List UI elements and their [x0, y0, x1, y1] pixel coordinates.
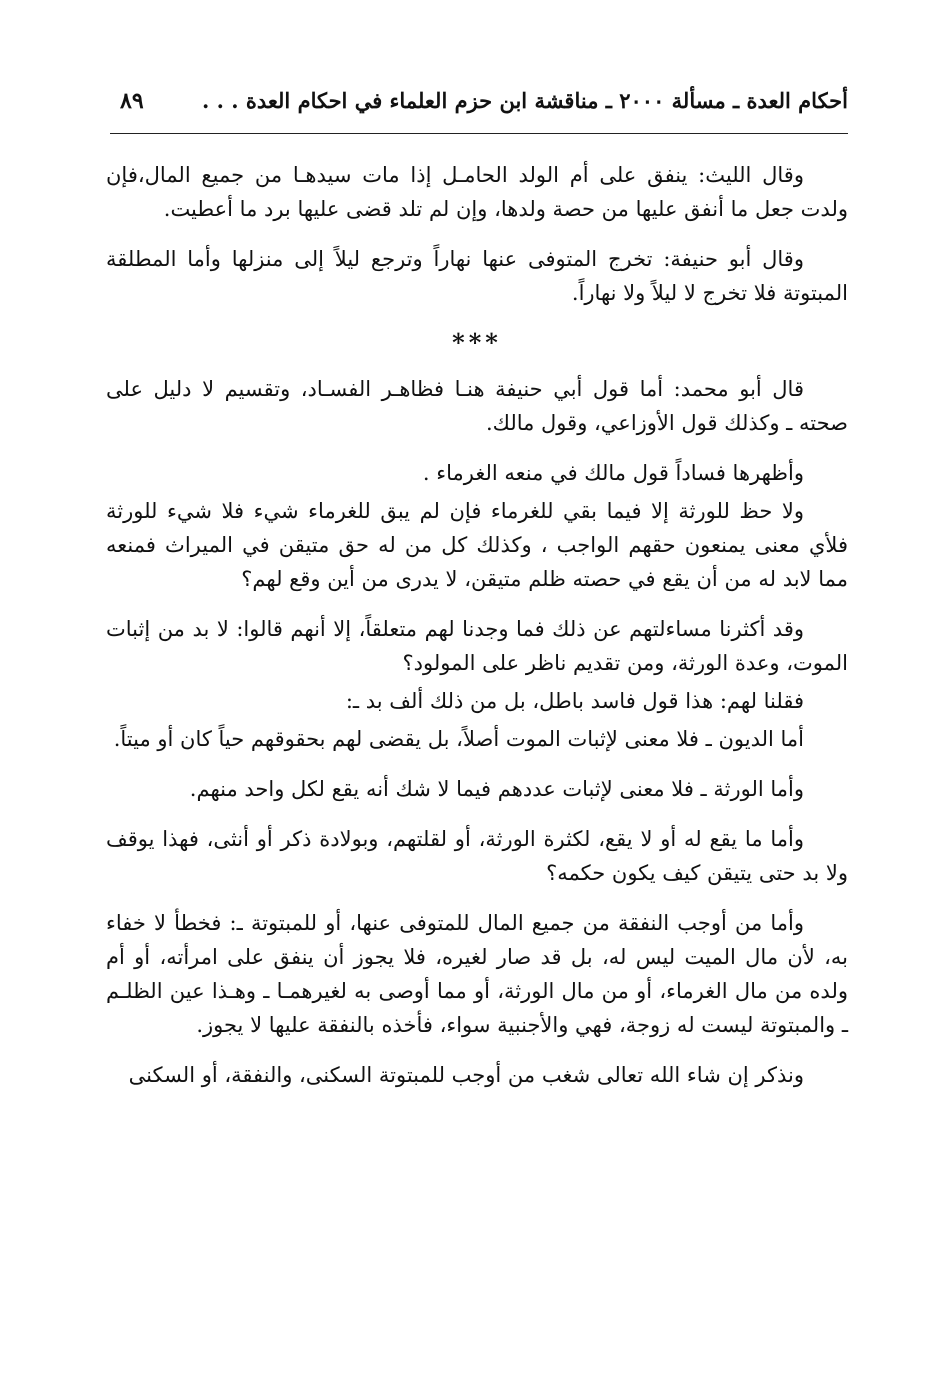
paragraph-laith: وقال الليث: ينفق على أم الولد الحامـل إذا مات سيدهـا من جميع المال،فإن ولدت جعل ما أنفق عليها من حصة ولدها، وإن لم تلد قضى عليها برد ما أعطيت. [106, 163, 848, 221]
paragraph-reply: فقلنا لهم: هذا قول فاسد باطل، بل من ذلك ألف بد ـ: [345, 689, 804, 713]
paragraph-questioning: وقد أكثرنا مساءلتهم عن ذلك فما وجدنا لهم متعلقاً، إلا أنهم قالوا: لا بد من إثبات الموت، وعدة الورثة، ومن تقديم ناظر على المولود؟ [106, 617, 848, 675]
header-divider [110, 133, 848, 134]
paragraph-suspended-share: وأما ما يقع له أو لا يقع، لكثرة الورثة، أو لقلتهم، وبولادة ذكر أو أنثى، فهذا يوقف ولا بد حتى يتيقن كيف يكون حكمه؟ [106, 827, 848, 885]
paragraph-heirs-count: وأما الورثة ـ فلا معنى لإثبات عددهم فيما لا شك أنه يقع لكل واحد منهم. [189, 777, 804, 801]
paragraph-abu-hanifa: وقال أبو حنيفة: تخرج المتوفى عنها نهاراً وترجع ليلاً إلى منزلها وأما المطلقة المبتوتة فلا تخرج لا ليلاً ولا نهاراً. [106, 247, 848, 305]
page-number: ٨٩ [120, 88, 144, 114]
header-title: أحكام العدة ـ مسألة ٢٠٠٠ ـ مناقشة ابن حزم العلماء في احكام العدة . . . [202, 88, 848, 113]
page-body [106, 158, 848, 1108]
paragraph-maintenance-error: وأما من أوجب النفقة من جميع المال للمتوفى عنها، أو للمبتوتة ـ: فخطأ لا خفاء به، لأن مال الميت ليس له، بل قد صار لغيره، فلا يجوز أن ينفق على امرأته، أو أم ولده من مال الغرماء، أو من مال الورثة، أو مما أوصى به لغيرهمـا ـ وهـذا عين الظلـم ـ والمبتوتة ليست له زوجة، فهي والأجنبية سواء، فأخذه بالنفقة عليها لا يجوز. [106, 911, 848, 1037]
paragraph-abu-muhammad: قال أبو محمد: أما قول أبي حنيفة هنـا فظاهـر الفسـاد، وتقسيم لا دليل على صحته ـ وكذلك قول الأوزاعي، وقول مالك. [106, 377, 848, 435]
paragraph-next-topic: ونذكر إن شاء الله تعالى شغب من أوجب للمبتوتة السكنى، والنفقة، أو السكنى [128, 1063, 804, 1087]
section-separator: *** [452, 328, 502, 357]
paragraph-debts: أما الديون ـ فلا معنى لإثبات الموت أصلاً، بل يقضى لهم بحقوقهم حياً كان أو ميتاً. [113, 727, 804, 751]
paragraph-heirs-share: ولا حظ للورثة إلا فيما بقي للغرماء فإن لم يبق للغرماء شيء فلا شيء للورثة فلأي معنى يمنعون حقهم الواجب ، وكذلك كل من له حق متيقن في الميراث فمنعه مما لابد له من أن يقع في حصته ظلم متيقن، لا يدرى من أين وقع لهم؟ [106, 499, 848, 591]
running-header [110, 82, 848, 122]
paragraph-malik-fault: وأظهرها فساداً قول مالك في منعه الغرماء . [422, 461, 804, 485]
